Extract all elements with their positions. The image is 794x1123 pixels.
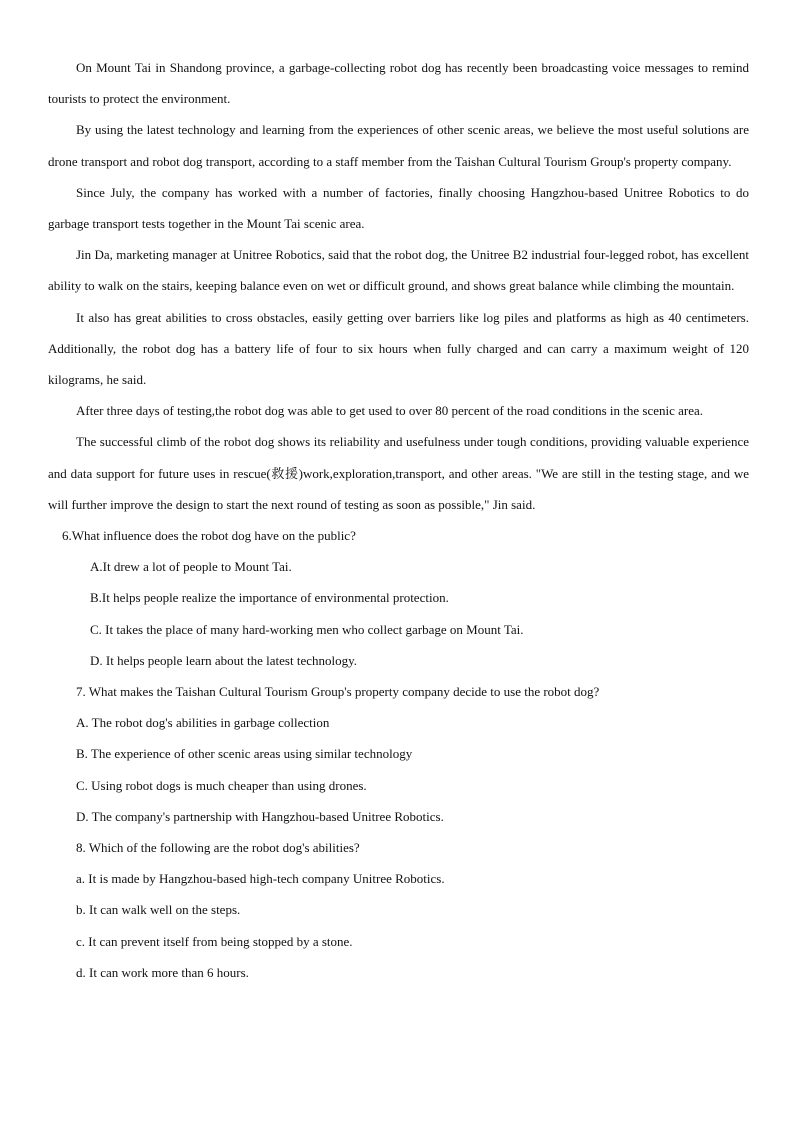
reading-passage [48, 52, 749, 520]
passage-paragraph-2: By using the latest technology and learning from the experiences of other scenic areas, we believe the most useful solutions are drone transport and robot dog transport, according to a staff member from the Taishan Cultural Tourism Group's property company. [48, 122, 749, 169]
question-8-option-c: c. It can prevent itself from being stopped by a stone. [76, 933, 353, 949]
passage-paragraph-1: On Mount Tai in Shandong province, a garbage-collecting robot dog has recently been broadcasting voice messages to remind tourists to protect the environment. [48, 60, 749, 107]
question-6-option-a: A.It drew a lot of people to Mount Tai. [90, 559, 292, 575]
question-6-option-c: C. It takes the place of many hard-working men who collect garbage on Mount Tai. [90, 621, 524, 637]
question-8-stem: 8. Which of the following are the robot dog's abilities? [76, 840, 360, 856]
question-8-option-a: a. It is made by Hangzhou-based high-tech company Unitree Robotics. [76, 871, 445, 887]
passage-paragraph-3: Since July, the company has worked with a number of factories, finally choosing Hangzhou-based Unitree Robotics to do garbage transport tests together in the Mount Tai scenic area. [48, 184, 749, 232]
question-8-option-b: b. It can walk well on the steps. [76, 902, 241, 918]
question-7-option-d: D. The company's partnership with Hangzhou-based Unitree Robotics. [76, 808, 444, 824]
question-8-option-d: d. It can work more than 6 hours. [76, 964, 249, 980]
question-7 [48, 676, 749, 832]
question-6-option-d: D. It helps people learn about the latest technology. [90, 652, 358, 668]
question-8 [48, 832, 749, 988]
question-6 [48, 520, 749, 676]
question-7-option-c: C. Using robot dogs is much cheaper than using drones. [76, 777, 367, 793]
question-6-stem: 6.What influence does the robot dog have on the public? [62, 528, 356, 544]
passage-paragraph-6: After three days of testing,the robot dog was able to get used to over 80 percent of the road conditions in the scenic area. [76, 403, 704, 419]
question-7-option-a: A. The robot dog's abilities in garbage collection [76, 715, 330, 731]
passage-paragraph-5: It also has great abilities to cross obstacles, easily getting over barriers like log piles and platforms as high as 40 centimeters. Additionally, the robot dog has a battery life of four to six hours when fully charged and can carry a maximum weight of 120 kilograms, he said. [48, 309, 749, 388]
question-6-option-b: B.It helps people realize the importance of environmental protection. [90, 590, 449, 606]
question-7-option-b: B. The experience of other scenic areas using similar technology [76, 746, 413, 762]
passage-paragraph-4: Jin Da, marketing manager at Unitree Robotics, said that the robot dog, the Unitree B2 industrial four-legged robot, has excellent ability to walk on the stairs, keeping balance even on wet or difficult ground, and shows great balance while climbing the mountain. [48, 247, 749, 294]
question-7-stem: 7. What makes the Taishan Cultural Tourism Group's property company decide to use the robot dog? [76, 684, 600, 700]
passage-paragraph-7: The successful climb of the robot dog shows its reliability and usefulness under tough conditions, providing valuable experience and data support for future uses in rescue(救援)work,exploration,transport, and other areas. "We are still in the testing stage, and we will further improve the design to start the next round of testing as soon as possible," Jin said. [48, 434, 749, 512]
